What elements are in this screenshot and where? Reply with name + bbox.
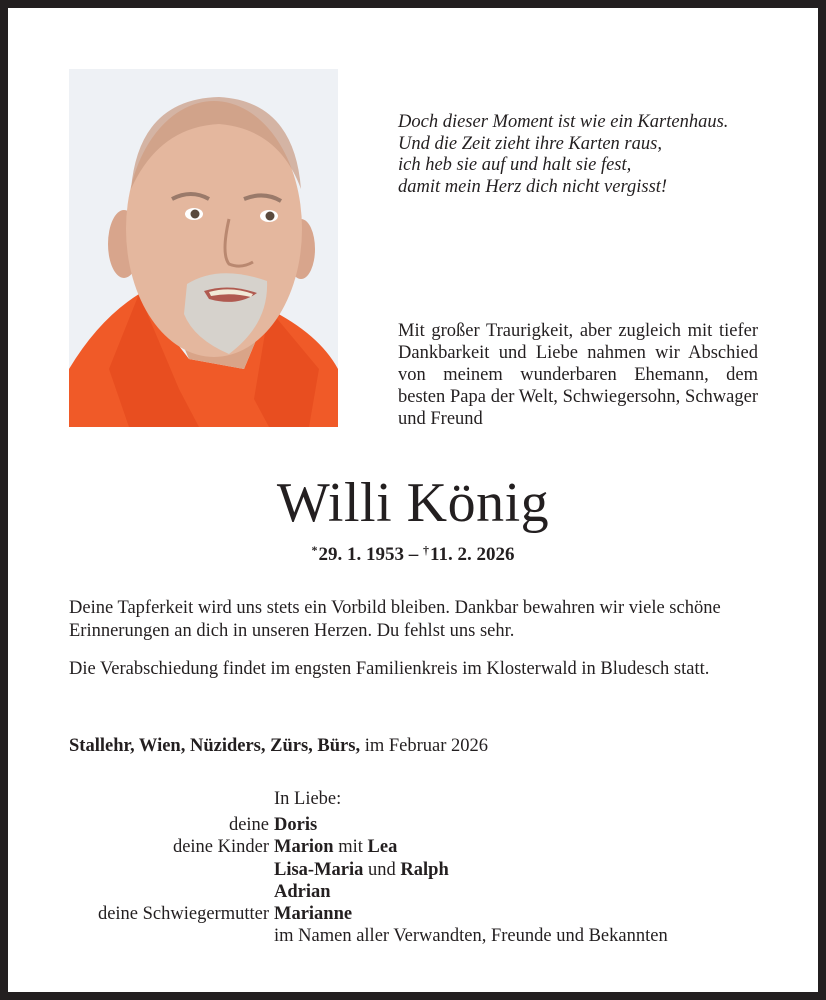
- person-name: Adrian: [274, 881, 331, 902]
- connector-text: mit: [333, 837, 368, 858]
- connector-text: im Namen aller Verwandten, Freunde und Bekannten: [274, 926, 668, 947]
- signature-names: [274, 814, 317, 836]
- obituary-page: [8, 8, 818, 992]
- signature-row: [8, 836, 818, 858]
- poem-line: Und die Zeit zieht ihre Karten raus,: [398, 133, 662, 154]
- poem: [398, 112, 798, 198]
- relation-label: deine Kinder: [172, 837, 269, 858]
- signatures: [8, 788, 818, 947]
- poem-line: damit mein Herz dich nicht vergisst!: [398, 176, 668, 197]
- signature-names: [274, 881, 331, 903]
- places-and-date: [69, 735, 769, 758]
- death-date: 11. 2. 2026: [430, 544, 515, 565]
- farewell-paragraph: Die Verabschiedung findet im engsten Familienkreis im Klosterwald in Bludesch statt.: [69, 659, 710, 679]
- portrait-illustration: [69, 69, 338, 427]
- date-text: im Februar 2026: [360, 736, 489, 756]
- deceased-name: Willi König: [276, 472, 550, 534]
- birth-date: 29. 1. 1953: [318, 544, 405, 565]
- life-dates: [8, 538, 818, 567]
- tribute-paragraph: Deine Tapferkeit wird uns stets ein Vorbild bleiben. Dankbar bewahren wir viele schöne Erinnerungen an dich in unseren Herzen. Du fehlst uns sehr.: [69, 598, 721, 641]
- person-name: Marianne: [274, 904, 353, 925]
- signature-row: [8, 925, 818, 947]
- connector-text: und: [363, 859, 401, 880]
- relation-label: [8, 859, 274, 881]
- signature-names: [274, 925, 668, 947]
- birth-star-icon: *: [311, 543, 318, 557]
- signature-names: [274, 859, 449, 881]
- portrait-photo: [69, 69, 338, 427]
- places-list: Stallehr, Wien, Nüziders, Zürs, Bürs,: [69, 736, 361, 756]
- intro-paragraph: Mit großer Traurigkeit, aber zugleich mit tiefer Dankbarkeit und Liebe nahmen wir Abschied von meinem wunderbaren Ehemann, dem besten Papa der Welt, Schwiegersohn, Schwager und Freund: [398, 321, 758, 429]
- signature-row: [8, 903, 818, 925]
- signature-row: [8, 881, 818, 903]
- signatures-heading: In Liebe:: [274, 789, 342, 809]
- person-name: Lisa-Maria: [274, 859, 364, 880]
- relation-label: deine Schwiegermutter: [97, 904, 269, 925]
- poem-line: ich heb sie auf und halt sie fest,: [398, 155, 632, 175]
- relation-label: [8, 881, 274, 903]
- signature-names: [274, 836, 397, 858]
- signature-row: [8, 859, 818, 881]
- person-name: Ralph: [400, 859, 449, 880]
- relation-label: [8, 925, 274, 947]
- signature-rows: [8, 814, 818, 947]
- signature-names: [274, 903, 352, 925]
- date-separator: –: [404, 544, 424, 565]
- body-text: [69, 597, 769, 696]
- relation-label: deine: [228, 815, 269, 836]
- person-name: Lea: [367, 837, 398, 858]
- person-name: Marion: [274, 837, 334, 858]
- person-name: Doris: [274, 815, 318, 836]
- signature-row: [8, 814, 818, 836]
- death-cross-icon: †: [423, 543, 430, 557]
- poem-line: Doch dieser Moment ist wie ein Kartenhaus.: [398, 112, 729, 132]
